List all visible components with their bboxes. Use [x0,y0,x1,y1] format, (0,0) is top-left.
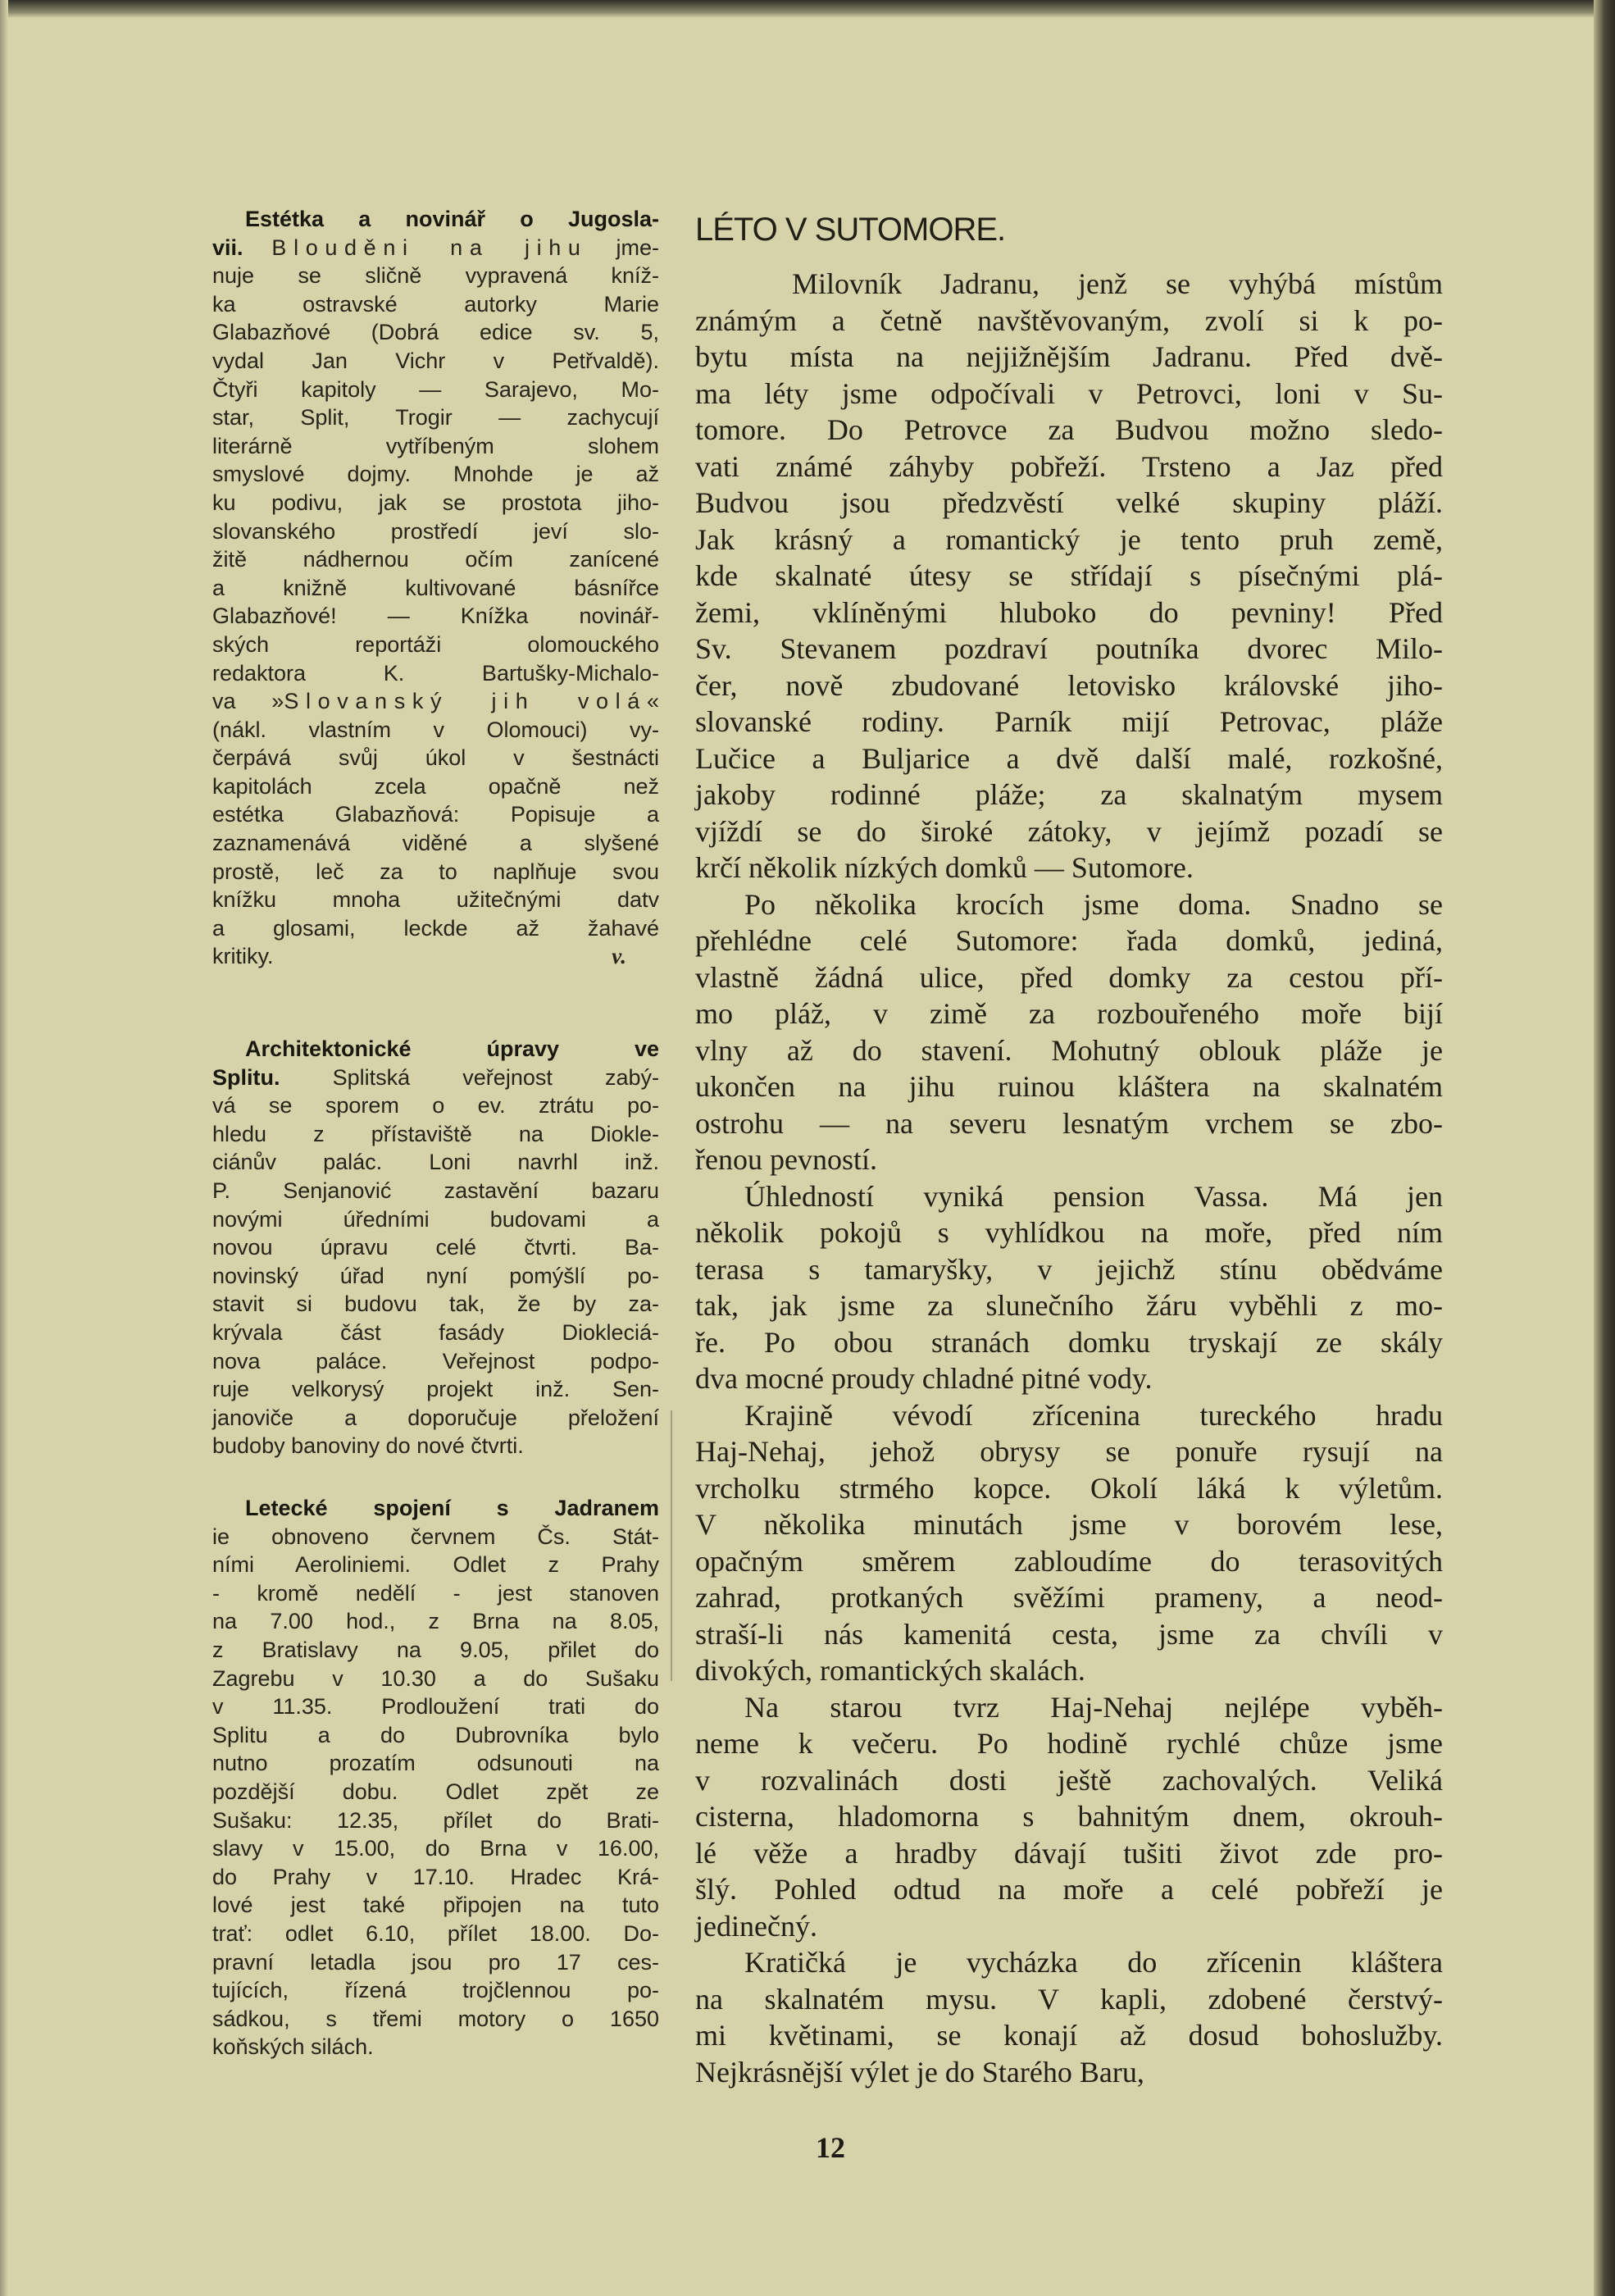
text-line: mi květinami, se konají až dosud bohoslužby. [695,2019,1443,2052]
text-line: vá se sporem o ev. ztrátu po- [212,1093,659,1118]
text-line: jedinečný. [695,1909,817,1943]
text-line: ie obnoveno červnem Čs. Stát- [212,1524,659,1549]
scan-edge-right [1594,0,1615,2296]
text-line: V několika minutách jsme v borovém lese, [695,1508,1443,1541]
text-line: Jak krásný a romantický je tento pruh země, [695,522,1443,556]
text-line: Sušaku: 12.35, přílet do Brati- [212,1807,659,1833]
text-line: kapitolách zcela opačně než [212,773,659,799]
text-line: lé věže a hradby dávají tušiti život zde pro- [695,1836,1443,1870]
headline-text: vii. [212,235,243,260]
text-line: čer, nově zbudované letovisko královské jiho- [695,668,1443,702]
text-line: jakoby rodinné pláže; za skalnatým mysem [695,778,1443,811]
text-line: slovanského prostředí jeví slo- [212,518,659,544]
text-line [212,687,659,716]
text-line: ciánův palác. Loni navrhl inž. [212,1150,659,1175]
article-title: LÉTO V SUTOMORE. [695,212,1006,248]
paragraph [695,1397,1443,1689]
text-span: va » [212,689,284,714]
text-line: na 7.00 hod., z Brna na 8.05, [212,1609,659,1634]
text-line: divokých, romantických skalách. [695,1654,1085,1687]
text-line: Glabazňové (Dobrá edice sv. 5, [212,320,659,345]
text-line: P. Senjanović zastavění bazaru [212,1178,659,1203]
text-line: ma léty jsme odpočívali v Petrovci, loni v Su- [695,376,1443,410]
text-line: čerpává svůj úkol v šestnácti [212,745,659,771]
text-line: Zagrebu v 10.30 a do Sušaku [212,1665,659,1691]
text-line: neme k večeru. Po hodině rychlé chůze jsme [695,1727,1443,1760]
text-line: hledu z přístaviště na Diokle- [212,1121,659,1146]
text-line: - kromě nedělí - jest stanoven [212,1580,659,1606]
paragraph [212,205,659,971]
text-line: přehlédne celé Sutomore: řada domků, jediná, [695,924,1443,957]
text-line: pravní letadla jsou pro 17 ces- [212,1949,659,1975]
text-line: Nejkrásnější výlet je do Starého Baru, [695,2055,1144,2089]
text-line: Úhledností vyniká pension Vassa. Má jen [744,1179,1443,1213]
paragraph [695,266,1443,886]
article-letecke-spojeni [212,1494,659,2061]
text-line [212,942,659,971]
text-line: ských reportáži olomouckého [212,631,659,657]
text-line: Čtyři kapitoly — Sarajevo, Mo- [212,376,659,402]
text-line [212,234,659,262]
text-line: v 11.35. Prodloužení trati do [212,1694,659,1720]
text-line: ruje velkorysý projekt inž. Sen- [212,1377,659,1402]
text-line: krývala část fasády Diokleciá- [212,1319,659,1345]
text-line: vrcholku strmého kopce. Okolí láká k výletům. [695,1471,1443,1505]
text-line: (nákl. vlastním v Olomouci) vy- [212,717,659,742]
text-line: star, Split, Trogir — zachycují [212,405,659,430]
text-line: tak, jak jsme za slunečního žáru vyběhli z mo- [695,1289,1443,1322]
scan-edge-left [0,0,8,2296]
text-line: vlastně žádná ulice, před domky za cestou pří- [695,960,1443,994]
text-line: Po několika krocích jsme doma. Snadno se [744,887,1443,921]
headline-text: Letecké spojení s Jadranem [245,1496,659,1520]
text-span: Splitská veřejnost zabý- [280,1064,659,1090]
text-line: budoby banoviny do nové čtvrti. [212,1433,524,1459]
text-line: straší-li nás kamenitá cesta, jsme za chvíli v [695,1617,1443,1651]
text-span: « [646,689,659,714]
text-line: stavit si budovu tak, že by za- [212,1292,659,1317]
text-line: prostě, leč za to naplňuje svou [212,859,659,884]
text-line: a knižně kultivované básnířce [212,575,659,600]
author-signature: v. [612,944,626,969]
text-line: Splitu a do Dubrovníka bylo [212,1722,659,1747]
text-line: ku podivu, jak se prostota jiho- [212,490,659,515]
text-line: Haj-Nehaj, jehož obrysy se ponuře rysují na [695,1435,1443,1468]
text-line: vjíždí se do široké zátoky, v jejímž pozadí se [695,814,1443,848]
text-line: do Prahy v 17.10. Hradec Krá- [212,1864,659,1889]
text-line: na skalnatém mysu. V kapli, zdobené čerstvý- [695,1982,1443,2016]
text-line: několik pokojů s vyhlídkou na moře, před ním [695,1216,1443,1249]
text-line: vati známé záhyby pobřeží. Trsteno a Jaz před [695,449,1443,483]
text-line: Glabazňové! — Knížka novinář- [212,604,659,629]
text-line: Budvou jsou předzvěstí velké skupiny pláží. [695,486,1443,519]
text-line: estétka Glabazňová: Popisuje a [212,802,659,827]
text-line: novinský úřad nyní pomýšlí po- [212,1263,659,1288]
text-line: krčí několik nízkých domků — Sutomore. [695,851,1194,884]
text-span: kritiky. [212,944,274,969]
paragraph [695,1178,1443,1397]
text-line: v rozvalinách dosti ještě zachovalých. Veliká [695,1763,1443,1797]
text-line: ostrohu — na severu lesnatým vrchem se zbo- [695,1106,1443,1140]
article-body [695,266,1443,2090]
headline-text: Splitu. [212,1064,280,1090]
text-line: smyslové dojmy. Mnohde je až [212,462,659,487]
text-line: ními Aeroliniemi. Odlet z Prahy [212,1552,659,1578]
text-line: slovanské rodiny. Parník mijí Petrovac, pláže [695,705,1443,738]
text-line: řenou pevností. [695,1143,877,1176]
page-number: 12 [816,2131,845,2164]
column-rule [671,1410,672,1681]
text-line: trať: odlet 6.10, přílet 18.00. Do- [212,1920,659,1946]
text-line: ka ostravské autorky Marie [212,291,659,317]
paragraph [695,1689,1443,1945]
text-line: opačným směrem zabloudíme do terasovitých [695,1544,1443,1578]
spaced-title-text: Blouděni na jihu [271,235,588,260]
article-architektonicke-upravy [212,1035,659,1460]
text-line: janoviče a doporučuje přeložení [212,1405,659,1430]
text-line: sádkou, s třemi motory o 1650 [212,2006,659,2031]
paragraph [695,886,1443,1178]
text-line: ukončen na jihu ruinou kláštera na skalnatém [695,1070,1443,1103]
text-line: bytu místa na nejjižnějším Jadranu. Před dvě- [695,340,1443,373]
text-span: jme- [587,235,659,260]
text-line: žemi, vklíněnými hluboko do pevniny! Před [695,595,1443,629]
text-line: terasa s tamaryšky, v jejichž stínu obědváme [695,1252,1443,1286]
text-line: tujících, řízená trojčlennou po- [212,1978,659,2003]
text-line: redaktora K. Bartušky-Michalo- [212,660,659,686]
text-line: vlny až do stavení. Mohutný oblouk pláže je [695,1033,1443,1067]
text-line: šlý. Pohled odtud na moře a celé pobřeží je [695,1873,1443,1906]
article-leto-v-sutomore [695,205,1443,2090]
text-line [212,1064,659,1092]
scan-edge-top [0,0,1615,18]
text-line: kde skalnaté útesy se střídají s písečnými plá- [695,559,1443,592]
text-line: tomore. Do Petrovce za Budvou možno sledo- [695,413,1443,446]
text-line: Krajině vévodí zřícenina tureckého hradu [744,1398,1443,1432]
headline-text: Estétka a novinář o Jugosla- [245,207,659,231]
paragraph [212,1035,659,1460]
text-line: Milovník Jadranu, jenž se vyhýbá místům [792,267,1443,300]
text-line: nutno prozatím odsunouti na [212,1751,659,1776]
text-line: koňských silách. [212,2034,374,2060]
text-line: Na starou tvrz Haj-Nehaj nejlépe vyběh- [744,1690,1443,1724]
text-line: Lučice a Buljarice a dvě další malé, rozkošné, [695,741,1443,775]
text-line: lové jest také připojen na tuto [212,1893,659,1918]
text-line: ře. Po obou stranách domku tryskají ze skály [695,1325,1443,1359]
text-line: mo pláž, v zimě za rozbouřeného moře bijí [695,997,1443,1030]
text-line: pozdější dobu. Odlet zpět ze [212,1779,659,1804]
text-line [212,1035,659,1064]
spaced-title-text: Slovanský jih volá [284,689,647,714]
text-line: nuje se sličně vypravená kníž- [212,263,659,289]
text-line: nova paláce. Veřejnost podpo- [212,1348,659,1374]
text-line: žitě nádhernou očím zanícené [212,547,659,572]
text-line: dva mocné proudy chladné pitné vody. [695,1362,1153,1395]
text-line: novými úředními budovami a [212,1206,659,1232]
text-line [212,205,659,234]
text-line: slavy v 15.00, do Brna v 16.00, [212,1836,659,1861]
paragraph [212,1494,659,2061]
text-line: knížku mnoha užitečnými datv [212,887,659,913]
text-span [243,235,272,260]
text-line: vydal Jan Vichr v Petřvaldě). [212,348,659,373]
text-line: známým a četně navštěvovaným, zvolí si k po- [695,303,1443,337]
text-line: z Bratislavy na 9.05, přilet do [212,1637,659,1662]
headline-text: Architektonické úpravy ve [245,1036,659,1061]
text-line: literárně vytříbeným slohem [212,433,659,458]
text-line: Sv. Stevanem pozdraví poutníka dvorec Milo- [695,632,1443,665]
text-line [212,1494,659,1523]
text-line: zaznamenává viděné a slyšené [212,831,659,856]
paragraph [695,1944,1443,2090]
text-line: novou úpravu celé čtvrti. Ba- [212,1235,659,1260]
text-line: a glosami, leckde až žahavé [212,915,659,941]
text-line: zahrad, protkaných svěžími prameny, a neod- [695,1581,1443,1614]
text-line: Kratičká je vycházka do zřícenin kláštera [744,1946,1443,1979]
text-line: cisterna, hladomorna s bahnitým dnem, okrouh- [695,1800,1443,1833]
article-estetka-a-novinar [212,205,659,971]
